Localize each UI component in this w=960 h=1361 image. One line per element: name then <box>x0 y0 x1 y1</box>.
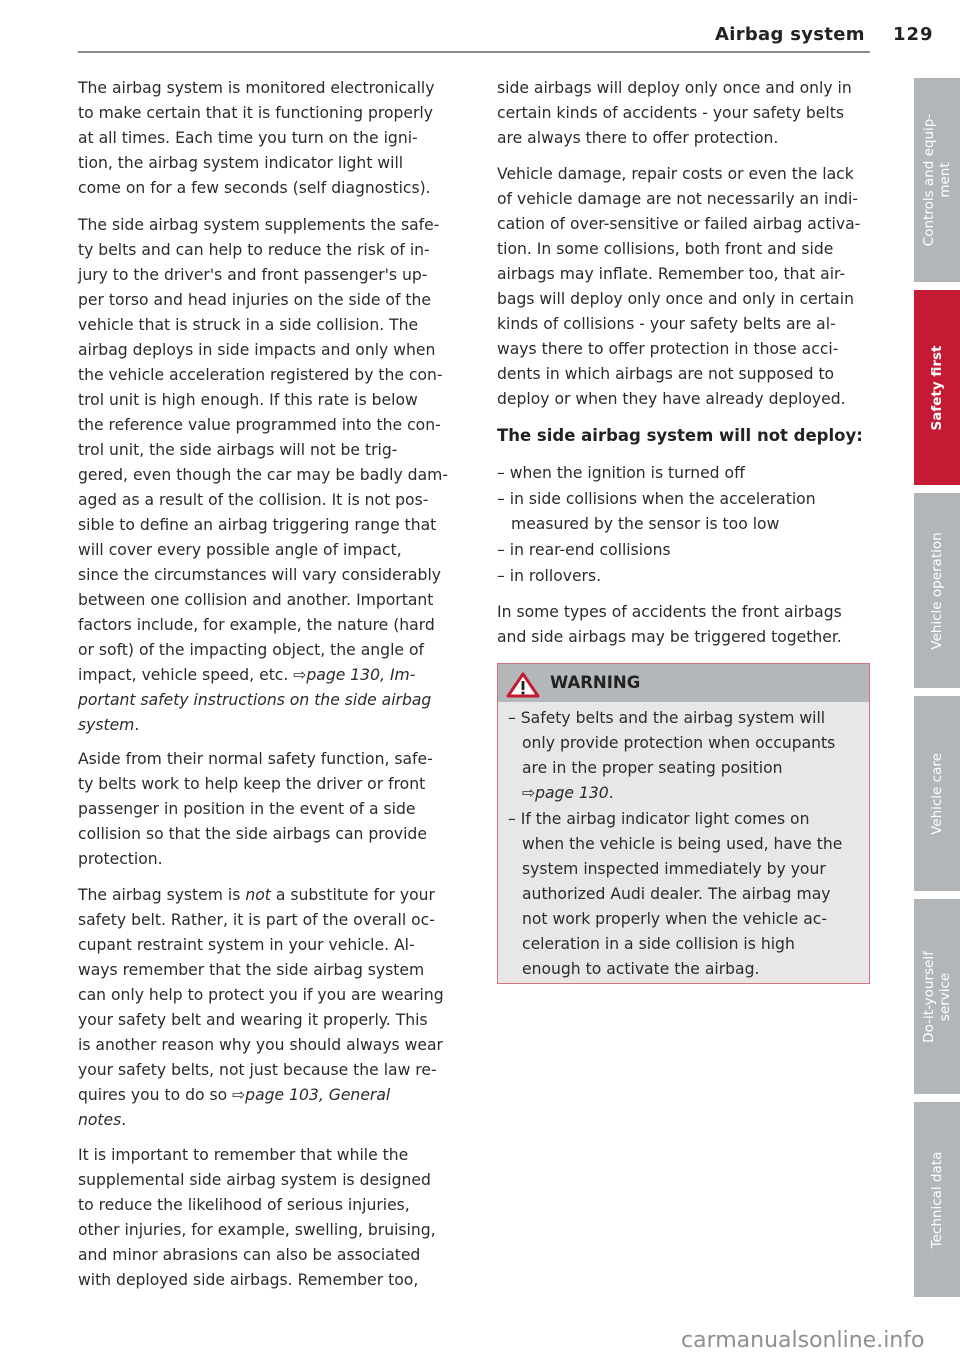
text-segment: notes <box>78 1111 122 1129</box>
text-line: certain kinds of accidents - your safety belts <box>497 104 844 122</box>
text-line: tion, the airbag system indicator light will <box>78 154 404 172</box>
chapter-title: Airbag system <box>715 24 865 45</box>
text-line: the vehicle acceleration registered by the con- <box>78 366 443 384</box>
text-line: when the vehicle is being used, have the <box>522 835 843 853</box>
text-line: safety belt. Rather, it is part of the overall oc- <box>78 911 435 929</box>
side-tab-safety-first[interactable] <box>914 290 960 485</box>
text-line: ways there to offer protection in those acci- <box>497 340 839 358</box>
text-line: supplemental side airbag system is designed <box>78 1171 431 1189</box>
text-line: system inspected immediately by your <box>522 860 826 878</box>
text-segment: a substitute for your <box>270 886 435 904</box>
text-line: passenger in position in the event of a side <box>78 800 416 818</box>
side-tab-label: Do-it-yourself service <box>921 950 953 1043</box>
text-line: deploy or when they have already deployed. <box>497 390 846 408</box>
list-item <box>497 564 601 589</box>
text-line: celeration in a side collision is high <box>522 935 795 953</box>
text-segment: . <box>608 784 614 802</box>
text-line: authorized Audi dealer. The airbag may <box>522 885 831 903</box>
text-line: collision so that the side airbags can provide <box>78 825 427 843</box>
text-line: cation of over-sensitive or failed airbag activa- <box>497 215 861 233</box>
text-segment: . <box>134 716 140 734</box>
text-line: or soft) of the impacting object, the angle of <box>78 641 424 659</box>
text-line: at all times. Each time you turn on the igni- <box>78 129 418 147</box>
watermark: carmanualsonline.info <box>681 1328 925 1353</box>
page-reference-link[interactable]: ⇨page 130 <box>522 784 609 802</box>
header-rule <box>78 51 870 53</box>
text-line: It is important to remember that while the <box>78 1146 409 1164</box>
text-line: will cover every possible angle of impact, <box>78 541 402 559</box>
text-line: The airbag system is monitored electronically <box>78 79 435 97</box>
side-tab-vehicle-operation[interactable] <box>914 493 960 688</box>
text-segment: quires you to do so <box>78 1086 233 1104</box>
page-number: 129 <box>893 24 934 45</box>
side-tab-label: Vehicle operation <box>929 531 945 650</box>
side-tab-technical-data[interactable] <box>914 1102 960 1297</box>
text-line: aged as a result of the collision. It is not pos- <box>78 491 429 509</box>
side-tab-vehicle-care[interactable] <box>914 696 960 891</box>
text-segment: system <box>78 716 135 734</box>
text-line: trol unit, the side airbags will not be trig- <box>78 441 398 459</box>
text-line: The side airbag system supplements the safe- <box>78 216 440 234</box>
text-line <box>78 713 448 738</box>
text-line: since the circumstances will vary considerably <box>78 566 442 584</box>
text-line <box>508 781 835 806</box>
text-line: to reduce the likelihood of serious injuries, <box>78 1196 410 1214</box>
text-line: airbags may inflate. Remember too, that air- <box>497 265 846 283</box>
text-line: the reference value programmed into the con- <box>78 416 441 434</box>
paragraph <box>78 76 435 201</box>
text-line: your safety belts, not just because the law re- <box>78 1061 437 1079</box>
list-item <box>497 487 816 537</box>
text-line: your safety belt and wearing it properly. This <box>78 1011 428 1029</box>
text-line: protection. <box>78 850 163 868</box>
text-line: Vehicle damage, repair costs or even the lack <box>497 165 854 183</box>
page-reference-link[interactable]: ⇨page 103, General <box>232 1086 391 1104</box>
text-line: vehicle that is struck in a side collision. The <box>78 316 419 334</box>
text-line: between one collision and another. Important <box>78 591 434 609</box>
text-line <box>78 688 448 713</box>
warning-list-item <box>508 807 842 982</box>
text-line: – when the ignition is turned off <box>497 464 745 482</box>
text-line: to make certain that it is functioning properly <box>78 104 433 122</box>
list-item <box>497 538 671 563</box>
text-line <box>78 883 444 908</box>
text-line <box>78 663 448 688</box>
warning-box <box>497 663 870 984</box>
paragraph <box>497 162 860 412</box>
text-line: Aside from their normal safety function, safe- <box>78 750 433 768</box>
text-segment: . <box>121 1111 127 1129</box>
text-line: – in side collisions when the acceleration <box>497 490 816 508</box>
text-line: factors include, for example, the nature (hard <box>78 616 435 634</box>
text-line: are always there to offer protection. <box>497 129 779 147</box>
side-tab-label: Controls and equip- ment <box>921 113 953 247</box>
side-tab-controls-and-equip-ment[interactable] <box>914 78 960 282</box>
text-line: per torso and head injuries on the side of the <box>78 291 431 309</box>
text-line: of vehicle damage are not necessarily an indi- <box>497 190 858 208</box>
paragraph <box>78 1143 436 1293</box>
text-line: kinds of collisions - your safety belts are al- <box>497 315 836 333</box>
text-line: – in rollovers. <box>497 567 602 585</box>
warning-triangle-icon <box>506 672 540 698</box>
text-line: with deployed side airbags. Remember too, <box>78 1271 419 1289</box>
side-tab-label: Vehicle care <box>929 752 945 835</box>
text-line: come on for a few seconds (self diagnostics). <box>78 179 431 197</box>
text-line: sible to define an airbag triggering range that <box>78 516 437 534</box>
side-tab-label: Technical data <box>929 1151 945 1248</box>
text-line: – If the airbag indicator light comes on <box>508 810 810 828</box>
text-line: – Safety belts and the airbag system will <box>508 709 826 727</box>
text-line <box>78 1108 444 1133</box>
text-segment: portant safety instructions on the side airbag <box>78 691 432 709</box>
text-line: airbag deploys in side impacts and only when <box>78 341 436 359</box>
warning-list-item <box>508 706 835 806</box>
text-line: other injuries, for example, swelling, bruising, <box>78 1221 436 1239</box>
text-line: measured by the sensor is too low <box>511 515 780 533</box>
text-line: ty belts and can help to reduce the risk of in- <box>78 241 430 259</box>
text-line: side airbags will deploy only once and only in <box>497 79 852 97</box>
side-tab-label: Safety first <box>929 345 945 430</box>
text-line: bags will deploy only once and only in certain <box>497 290 854 308</box>
text-line: not work properly when the vehicle ac- <box>522 910 827 928</box>
text-line: ways remember that the side airbag system <box>78 961 425 979</box>
text-segment: The airbag system is <box>78 886 246 904</box>
text-line: are in the proper seating position <box>522 759 783 777</box>
text-line: – in rear-end collisions <box>497 541 671 559</box>
warning-header <box>498 664 869 702</box>
text-line: and side airbags may be triggered together. <box>497 628 842 646</box>
side-tab-do-it-yourself-service[interactable] <box>914 899 960 1094</box>
text-line: enough to activate the airbag. <box>522 960 760 978</box>
text-line: In some types of accidents the front airbags <box>497 603 842 621</box>
text-line <box>78 1083 444 1108</box>
text-line: cupant restraint system in your vehicle. Al- <box>78 936 415 954</box>
paragraph <box>78 747 433 872</box>
text-line: dents in which airbags are not supposed to <box>497 365 835 383</box>
paragraph <box>497 76 852 151</box>
list-item <box>497 461 745 486</box>
text-line: and minor abrasions can also be associated <box>78 1246 421 1264</box>
text-line: is another reason why you should always wear <box>78 1036 443 1054</box>
paragraph <box>78 883 444 1133</box>
page-reference-link[interactable]: ⇨page 130, Im- <box>293 666 416 684</box>
text-line: jury to the driver's and front passenger's up- <box>78 266 428 284</box>
text-line: ty belts work to help keep the driver or front <box>78 775 426 793</box>
text-segment: impact, vehicle speed, etc. <box>78 666 294 684</box>
text-line: trol unit is high enough. If this rate is below <box>78 391 418 409</box>
text-segment: not <box>245 886 271 904</box>
text-line: gered, even though the car may be badly dam- <box>78 466 448 484</box>
text-line: tion. In some collisions, both front and side <box>497 240 834 258</box>
text-line: only provide protection when occupants <box>522 734 836 752</box>
paragraph <box>78 213 448 738</box>
text-line: can only help to protect you if you are wearing <box>78 986 444 1004</box>
warning-title: WARNING <box>550 673 641 692</box>
section-heading: The side airbag system will not deploy: <box>497 426 863 445</box>
paragraph <box>497 600 842 650</box>
